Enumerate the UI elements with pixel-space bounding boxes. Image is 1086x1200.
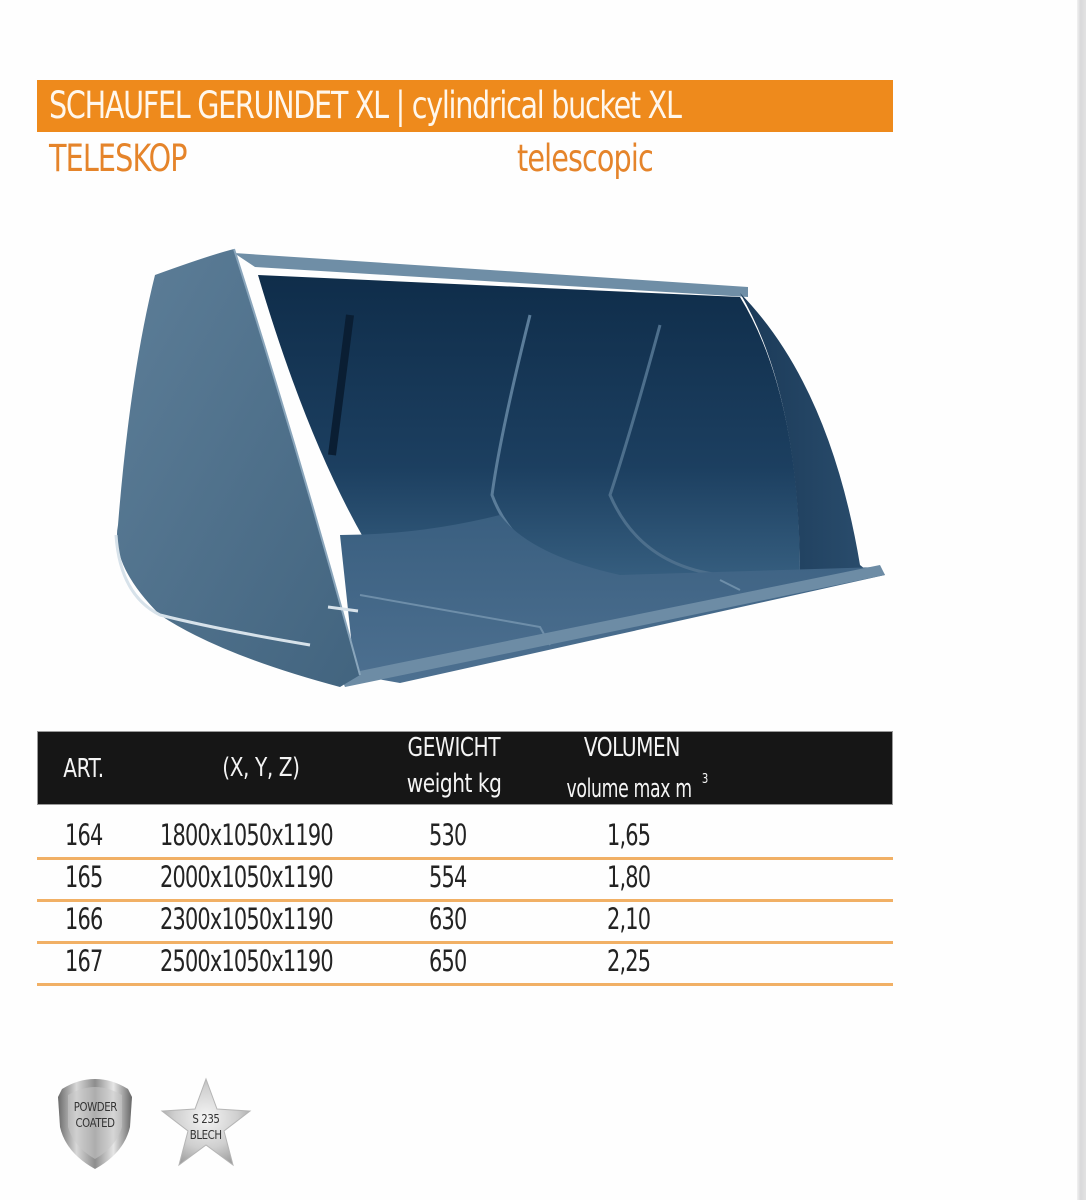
cell-weight: 554 (429, 860, 467, 894)
cell-dimensions: 2000x1050x1190 (160, 860, 333, 894)
column-header-weight: GEWICHT weight kg (406, 733, 502, 799)
product-image (100, 235, 900, 695)
cell-dimensions: 1800x1050x1190 (160, 818, 333, 852)
cell-volume: 1,80 (607, 860, 651, 894)
subtitle-german: TELESKOP (49, 137, 187, 180)
cell-art: 167 (65, 944, 103, 978)
badge-powder-coated: POWDER COATED (54, 1075, 136, 1171)
cell-weight: 530 (429, 818, 467, 852)
page-title: SCHAUFEL GERUNDET XL | cylindrical bucket XL (49, 84, 681, 127)
cell-volume: 2,10 (607, 902, 651, 936)
scrollbar[interactable] (1077, 0, 1086, 1200)
cell-volume: 2,25 (607, 944, 651, 978)
table-body (37, 805, 893, 986)
cell-art: 165 (65, 860, 103, 894)
table-header (37, 731, 893, 805)
cell-art: 164 (65, 818, 103, 852)
column-header-art: ART. (63, 754, 104, 784)
cell-volume: 1,65 (607, 818, 651, 852)
table-row (37, 902, 893, 944)
spec-table (37, 731, 893, 986)
cell-weight: 630 (429, 902, 467, 936)
table-row (37, 860, 893, 902)
badge-s235-blech: S 235 BLECH (160, 1077, 252, 1169)
cell-dimensions: 2300x1050x1190 (160, 902, 333, 936)
column-header-dimensions: (X, Y, Z) (222, 753, 300, 783)
column-header-volume: VOLUMEN volume max m $^3$ (566, 733, 708, 804)
bucket-illustration (100, 235, 900, 695)
cell-weight: 650 (429, 944, 467, 978)
cell-art: 166 (65, 902, 103, 936)
cell-dimensions: 2500x1050x1190 (160, 944, 333, 978)
title-banner (37, 80, 893, 132)
table-row (37, 944, 893, 986)
table-row (37, 805, 893, 860)
subtitle-english: telescopic (517, 137, 653, 180)
